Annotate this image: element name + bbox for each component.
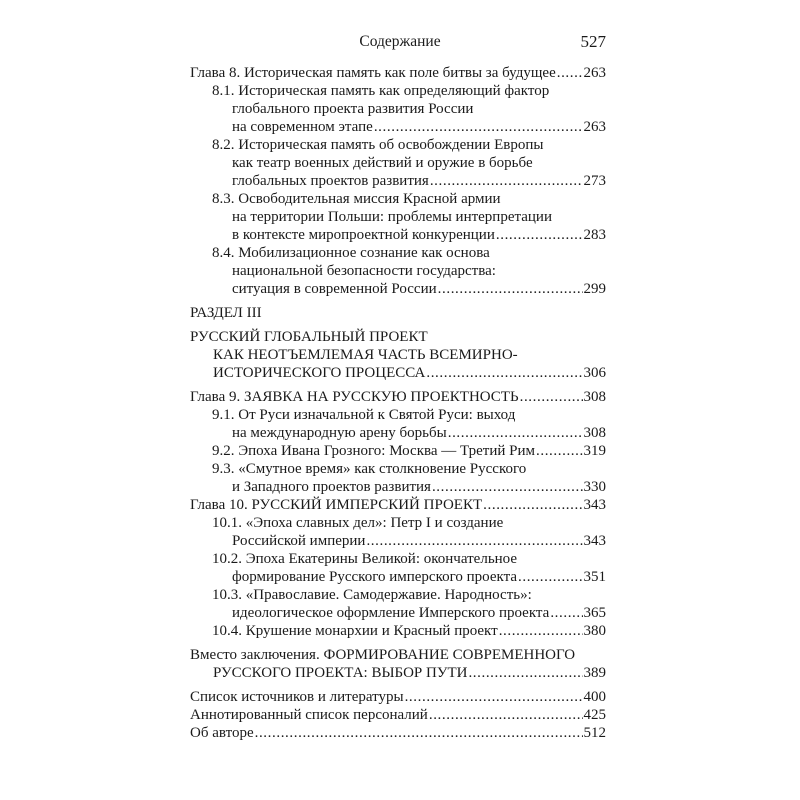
toc-line [190,364,606,382]
toc-line [190,328,606,346]
toc-subentry [190,622,606,640]
toc-line [190,568,606,586]
toc-page-number: 306 [583,365,606,381]
toc-entry-text: 8.1. Историческая память как определяющий фактор [212,83,550,99]
toc-page-number: 263 [583,119,606,135]
toc-entry-text: Вместо заключения. ФОРМИРОВАНИЕ СОВРЕМЕННОГО [190,647,576,663]
toc-entry-text: формирование Русского имперского проекта [232,569,517,585]
toc-line [190,226,606,244]
toc-entry-text: ИСТОРИЧЕСКОГО ПРОЦЕССА [213,365,426,381]
toc-line [190,706,606,724]
toc-subentry [190,190,606,244]
toc-subentry [190,586,606,622]
toc-page-number: 351 [583,569,606,585]
toc-entry [190,304,606,322]
toc-line [190,100,606,118]
toc-line [190,190,606,208]
toc-line [190,136,606,154]
toc-line [190,442,606,460]
toc-entry-text: 8.4. Мобилизационное сознание как основа [212,245,490,261]
toc-entry-text: Российской империи [232,533,366,549]
toc-entry [190,388,606,406]
toc-line [190,304,606,322]
dot-leader [366,532,582,550]
toc-entry-text: национальной безопасности государства: [232,263,496,279]
toc-entry-text: глобального проекта развития России [232,101,474,117]
toc-page-number: 319 [583,443,606,459]
toc-line [190,646,606,664]
toc-page-number: 273 [583,173,606,189]
toc-entry-text: на международную арену борьбы [232,425,447,441]
toc-entry [190,328,606,382]
toc-entry-text: идеологическое оформление Имперского проекта [232,605,550,621]
toc-subentry [190,514,606,550]
dot-leader [429,706,583,724]
toc-page-number: 263 [583,65,606,81]
dot-leader [426,364,582,382]
toc-page-number: 299 [583,281,606,297]
toc-line [190,460,606,478]
toc-page-number: 330 [583,479,606,495]
toc-line [190,532,606,550]
toc-page-number: 380 [583,623,606,639]
toc-line [190,280,606,298]
toc-entry [190,646,606,682]
dot-leader [536,442,583,460]
toc-line [190,622,606,640]
dot-leader [405,688,583,706]
toc-page-number: 512 [583,725,606,741]
toc-line [190,82,606,100]
toc-entry-text: РУССКИЙ ГЛОБАЛЬНЫЙ ПРОЕКТ [190,329,428,345]
running-header-title: Содержание [359,33,441,50]
toc-entry-text: ситуация в современной России [232,281,437,297]
toc-line [190,496,606,514]
dot-leader [557,64,583,82]
dot-leader [468,664,582,682]
toc-line [190,604,606,622]
toc-entry-text: Аннотированный список персоналий [190,707,428,723]
toc-entry [190,724,606,742]
toc-entry-text: как театр военных действий и оружие в борьбе [232,155,533,171]
toc-entry-text: 9.3. «Смутное время» как столкновение Русского [212,461,527,477]
toc-entry [190,496,606,514]
toc-entry [190,64,606,82]
dot-leader [520,388,583,406]
dot-leader [430,172,583,190]
toc-entry-text: глобальных проектов развития [232,173,429,189]
toc-entry-text: РУССКОГО ПРОЕКТА: ВЫБОР ПУТИ [213,665,468,681]
toc-page-number: 365 [583,605,606,621]
toc-line [190,424,606,442]
toc-entry [190,688,606,706]
dot-leader [550,604,582,622]
dot-leader [374,118,583,136]
toc-page-number: 283 [583,227,606,243]
toc-page-number: 389 [583,665,606,681]
toc-page-number: 400 [583,689,606,705]
toc-line [190,388,606,406]
toc-entry-text: в контексте миропроектной конкуренции [232,227,495,243]
toc-entry-text: Глава 9. ЗАЯВКА НА РУССКУЮ ПРОЕКТНОСТЬ [190,389,519,405]
toc-subentry [190,82,606,136]
toc-page-number: 425 [583,707,606,723]
toc-line [190,514,606,532]
toc-line [190,208,606,226]
toc-line [190,724,606,742]
toc-entry-text: Список источников и литературы [190,689,404,705]
toc-line [190,154,606,172]
toc-line [190,406,606,424]
toc-page-number: 343 [583,533,606,549]
toc-entry-text: Глава 8. Историческая память как поле битвы за будущее [190,65,556,81]
toc-line [190,478,606,496]
dot-leader [499,622,583,640]
dot-leader [432,478,583,496]
toc-line [190,550,606,568]
dot-leader [496,226,583,244]
toc-entry-text: Глава 10. РУССКИЙ ИМПЕРСКИЙ ПРОЕКТ [190,497,483,513]
toc-line [190,346,606,364]
toc-entry-text: РАЗДЕЛ III [190,305,262,321]
toc-entry [190,706,606,724]
toc-subentry [190,460,606,496]
toc-line [190,688,606,706]
toc-entry-text: 9.2. Эпоха Ивана Грозного: Москва — Третий Рим [212,443,535,459]
toc-page-number: 343 [583,497,606,513]
toc-subentry [190,136,606,190]
dot-leader [438,280,583,298]
toc-line [190,118,606,136]
toc-entry-text: 10.4. Крушение монархии и Красный проект [212,623,498,639]
toc-line [190,586,606,604]
toc-entry-text: КАК НЕОТЪЕМЛЕМАЯ ЧАСТЬ ВСЕМИРНО- [213,347,518,363]
toc-entry-text: 10.2. Эпоха Екатерины Великой: окончательное [212,551,518,567]
page-number: 527 [580,32,606,51]
table-of-contents [190,64,606,742]
toc-entry-text: на территории Польши: проблемы интерпретации [232,209,552,225]
toc-entry-text: на современном этапе [232,119,373,135]
toc-entry-text: 9.1. От Руси изначальной к Святой Руси: выход [212,407,516,423]
toc-subentry [190,550,606,586]
toc-entry-text: и Западного проектов развития [232,479,431,495]
toc-line [190,64,606,82]
toc-entry-text: 10.3. «Православие. Самодержавие. Народность»: [212,587,532,603]
toc-line [190,172,606,190]
dot-leader [518,568,583,586]
toc-line [190,244,606,262]
toc-entry-text: 8.3. Освободительная миссия Красной армии [212,191,501,207]
toc-entry-text: 10.1. «Эпоха славных дел»: Петр I и создание [212,515,504,531]
toc-line [190,664,606,682]
toc-entry-text: 8.2. Историческая память об освобождении Европы [212,137,544,153]
toc-subentry [190,442,606,460]
toc-subentry [190,406,606,442]
toc-line [190,262,606,280]
toc-subentry [190,244,606,298]
dot-leader [483,496,582,514]
toc-page-number: 308 [583,389,606,405]
toc-page-number: 308 [583,425,606,441]
dot-leader [255,724,583,742]
toc-entry-text: Об авторе [190,725,254,741]
dot-leader [448,424,583,442]
